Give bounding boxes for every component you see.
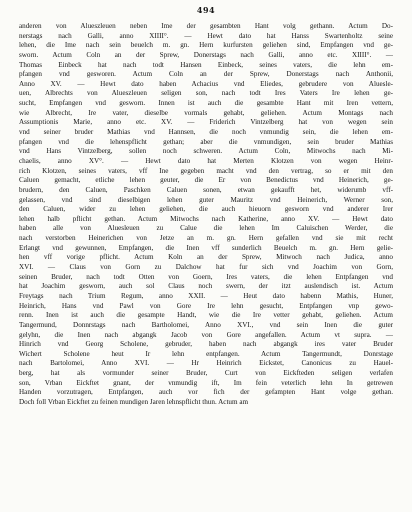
text-line: vnd Hans Vintzelberg, sollen noch schweren. Actum Coln, Mitwochs nach Mi- [19, 147, 393, 156]
text-line: Doch foll Vrban Eickftet zu feinen mundigen Jaren lehnspflicht thun. Actum am [19, 397, 249, 406]
text-line: nach Bartolomei, Anno XVI. — Hr Heinrich Eickstet, Canonicus zu Hauel- [19, 359, 393, 368]
text-line: sworn. Actum Coln an der Sprew, Donerstags nach Galli, anno etc. XIIII°. — [19, 50, 393, 59]
text-line: Anno XV. — Hewt dato haben Achacius vnd Eliedes, gebrudere von Aluesle- [19, 79, 393, 88]
text-line: gelassen, vnd sind dieselbigen lehen guter Mauritz vnd Heinerich, Werner son, [19, 195, 393, 204]
text-line: wie Albrecht, Ire vater, dieselbe vormals gehabt, geliehen. Actum Montags nach [19, 108, 393, 117]
text-line: pfangen vnd gesworen. Actum Coln an der Sprew, Donerstags nach Anthonii, [19, 70, 393, 79]
text-line: pfangen vnd die lehenspflicht gethan; aber die vnmundigen, sein bruder Mathias [19, 137, 393, 146]
text-line: gelyhn, die Inen nach abgangk Jacob von Gore angefallen. Actum vt supra. — [19, 330, 393, 339]
text-line: brudern, den Caluen, Paschken Caluen sonen, etwan gekaufft het, widerumb vff- [19, 185, 393, 194]
text-line: vnd seiner bruder Mathias vnd Hannsen, die noch vnmundig sein, die lehen em- [19, 128, 393, 137]
text-line: hen vff vorige pflicht. Actum Koln an der Sprew, Mitwoch nach Judica, anno [19, 253, 393, 262]
text-line: renn. Inen ist auch die gesampte Handt, wie die Ire vetter gehabt, geliehen. Actum [19, 311, 393, 320]
text-line: uen, Albrechts von Alueszleuen seligen son, nach todt Ires Vaters Ire lehen ge- [19, 89, 393, 98]
text-line: lehen, die Ime nach sein beuelch m. gn. Hern kurfursten geliehen sind, Empfangen vnd ge- [19, 41, 393, 50]
text-line: chaelis, anno XV°. — Hewt dato hat Merten Klotzen von wegen Heinr- [19, 156, 393, 165]
body-text [19, 22, 393, 408]
text-line: XVI. — Claus von Gorn zu Dalchow hat fur sich vnd Joachim von Gorn, [19, 263, 393, 272]
text-line: sucht, Empfangen vnd gesworn. Innen ist auch die gesambte Hant mit Iren vettern, [19, 99, 393, 108]
text-line: anderen von Alueszleuen neben Ime der gesambten Hant volg gethann. Actum Do- [19, 22, 393, 30]
text-line: berg, hat als vormunder seiner Bruder, Curt von Eickfteden seligen verlafen [19, 369, 393, 378]
text-line: Heinrich, Hans vnd Pawl von Gore Ire lehn gesucht, Entpfangen vnp gewo- [19, 301, 393, 310]
text-line: Hinrich vnd Georg Scholene, gebruder, haben nach abgangk ires vater Bruder [19, 340, 393, 349]
text-line: Assumptionis Marie, anno etc. XV. — Friderich Vintzelberg hat von wegen sein [19, 118, 393, 127]
text-line: Tangermund, Donnrstags nach Bartholomei, Anno XVI., vnd sein Inen die guter [19, 320, 393, 329]
page-number: 494 [196, 5, 216, 15]
text-line: seinen Bruder, nach todt Otten von Goern, Ires vaters, die lehen Entpfangen vnd [19, 272, 393, 281]
text-line: Erlangt vnd gewunnen, Empfangen, die Inen vff sunderlich Beuelch m. gn. Hern gelie- [19, 243, 393, 252]
text-line: Caluen gemacht, etliche lehen geuter, die Er von Benedictus vnd Heinerich, ge- [19, 176, 393, 185]
text-line: Thomas Einbeck hat nach todt Hansen Einbeck, seines vaters, die lehn em- [19, 60, 393, 69]
text-line: nerstags nach Galli, anno XIIII°. — Hewt dato hat Hanss Swartenholtz seine [19, 31, 393, 40]
text-line: son, Vrban Eickftet gnant, der vnmundig ift, Im fein veterlich lehn In getrewen [19, 378, 393, 387]
text-line: Wichert Scholene heut Ir lehn entpfangen. Actum Tangermundt, Donrstage [19, 349, 393, 358]
text-line: lehen halb pflicht gethan. Actum Mitwochs nach Katherine, anno XV. — Hewt dato [19, 214, 393, 223]
text-line: Freytags nach Trium Regum, anno XXII. — Heut dato habenn Mathis, Huner, [19, 291, 393, 300]
text-line: rich Klotzen, seines vaters, vff Ine gegeben macht vnd den vertrag, so er mit den [19, 166, 393, 175]
text-line: den Caluen, wider zu lehen geliehen, die auch hieuorn gesworn vnd anderer Irer [19, 205, 393, 214]
text-line: Handen vorzutragen, Entpfangen, auch vor fich der gefampten Hant volge gethan. [19, 388, 393, 397]
text-line: hat Joachim gesworn, auch sol Claus noch swern, der itzt auslendisch ist. Actum [19, 282, 393, 291]
text-line: nach verstorben Heinerichen von Jetze an m. gn. Hern gefallen vnd sie mit recht [19, 234, 393, 243]
text-line: haben alle von Aluesleuen zu Calue die lehen Im Caluischen Werder, die [19, 224, 393, 233]
